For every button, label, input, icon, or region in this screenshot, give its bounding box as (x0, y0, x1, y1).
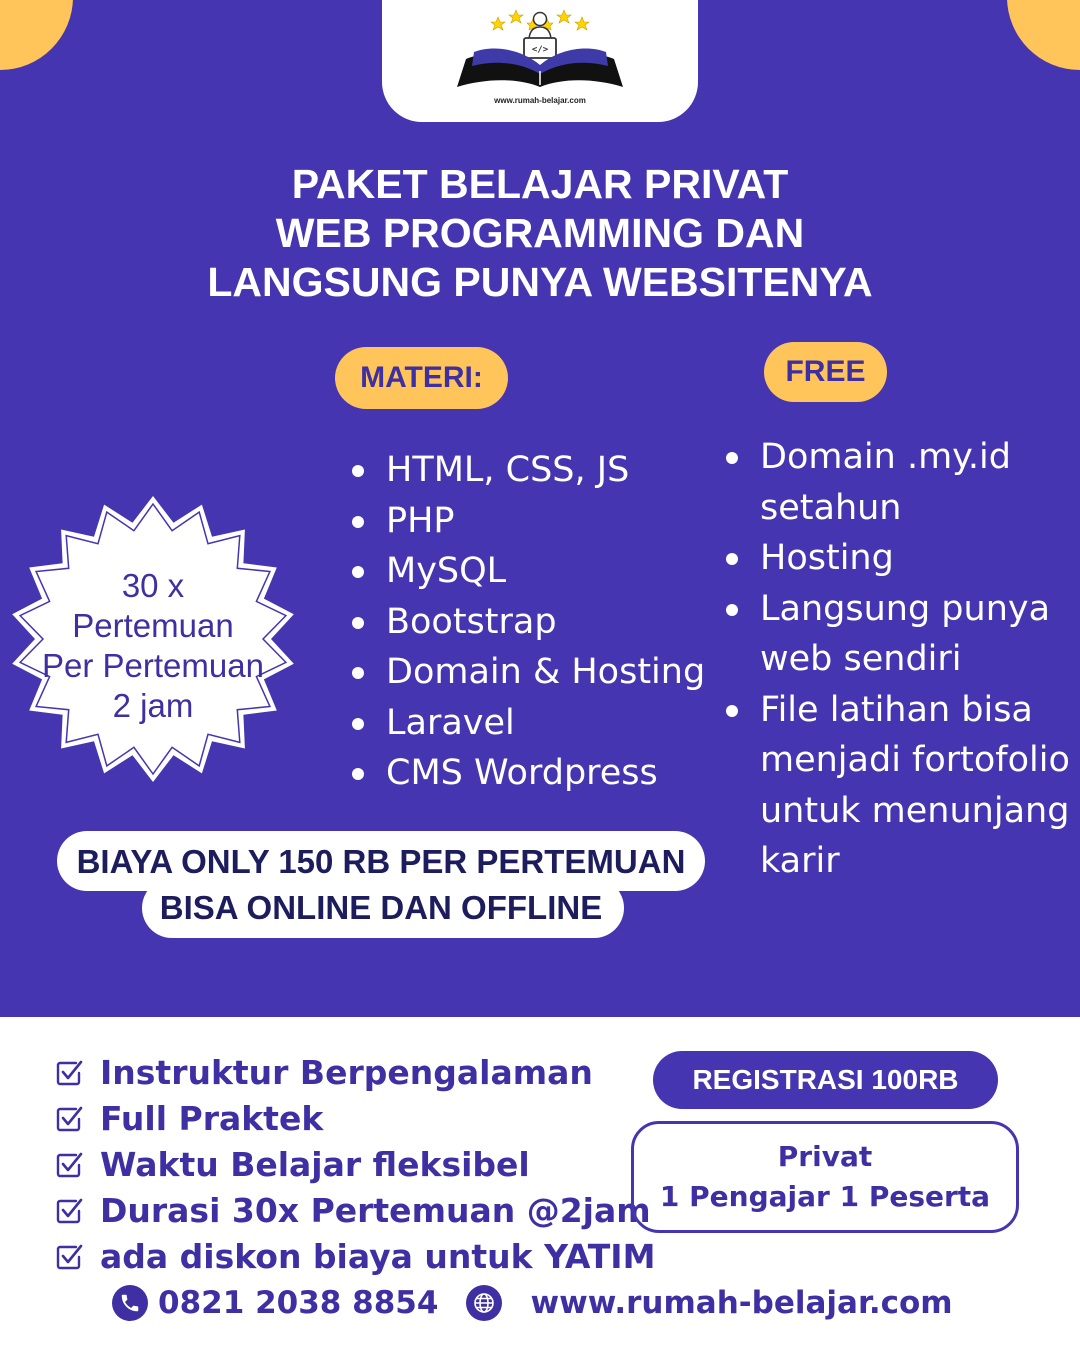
list-item (54, 1096, 655, 1142)
title-line: LANGSUNG PUNYA WEBSITENYA (207, 259, 873, 305)
checkbox-icon (54, 1196, 84, 1226)
price-line: BISA ONLINE DAN OFFLINE (159, 889, 603, 926)
free-label: FREE (764, 342, 887, 402)
checkbox-icon (54, 1242, 84, 1272)
checkbox-icon (54, 1058, 84, 1088)
feature-label: Full Praktek (100, 1099, 324, 1138)
registration-badge: REGISTRASI 100RB (653, 1051, 998, 1109)
list-item: File latihan bisa menjadi fortofolio untuk menunjang karir (726, 685, 1071, 887)
badge-line: Pertemuan (72, 607, 234, 644)
feature-label: Instruktur Berpengalaman (100, 1053, 593, 1092)
badge-line: 30 x (121, 567, 185, 604)
list-item: PHP (352, 496, 705, 547)
page-title (90, 160, 990, 307)
phone-icon (112, 1285, 148, 1321)
badge-line: Per Pertemuan (42, 647, 264, 684)
feature-label: Waktu Belajar fleksibel (100, 1145, 530, 1184)
price-text (57, 839, 705, 931)
list-item (54, 1234, 655, 1280)
globe-icon (466, 1285, 502, 1321)
list-item: Bootstrap (352, 597, 705, 648)
corner-decoration (0, 0, 73, 70)
logo (382, 0, 698, 122)
corner-decoration (1007, 0, 1080, 70)
badge-line: 2 jam (112, 687, 194, 724)
open-book-with-coder-icon (448, 5, 632, 95)
free-list (726, 432, 1071, 887)
list-item: Domain .my.id setahun (726, 432, 1071, 533)
feature-label: ada diskon biaya untuk YATIM (100, 1237, 656, 1276)
list-item (54, 1050, 655, 1096)
sessions-badge (8, 494, 298, 784)
materi-label: MATERI: (335, 347, 508, 409)
contact-bar (112, 1280, 953, 1326)
list-item: HTML, CSS, JS (352, 445, 705, 496)
checkbox-icon (54, 1150, 84, 1180)
checkbox-icon (54, 1104, 84, 1134)
badge-text (8, 566, 298, 726)
website-link[interactable]: www.rumah-belajar.com (530, 1285, 953, 1321)
svg-text:</>: </> (531, 45, 549, 55)
privat-detail: 1 Pengajar 1 Peserta (659, 1180, 991, 1213)
materi-list (352, 445, 705, 799)
privat-box (631, 1121, 1019, 1233)
list-item (54, 1188, 655, 1234)
list-item: Laravel (352, 698, 705, 749)
list-item: Domain & Hosting (352, 647, 705, 698)
title-line: WEB PROGRAMMING DAN (275, 210, 805, 256)
feature-label: Durasi 30x Pertemuan @2jam (100, 1191, 651, 1230)
privat-title: Privat (777, 1140, 873, 1173)
phone-number[interactable]: 0821 2038 8854 (158, 1285, 439, 1321)
price-line: BIAYA ONLY 150 RB PER PERTEMUAN (76, 843, 686, 880)
list-item: Hosting (726, 533, 1071, 584)
list-item (54, 1142, 655, 1188)
list-item: MySQL (352, 546, 705, 597)
logo-url: www.rumah-belajar.com (494, 96, 586, 105)
list-item: Langsung punya web sendiri (726, 584, 1071, 685)
list-item: CMS Wordpress (352, 748, 705, 799)
feature-list (54, 1050, 655, 1280)
title-line: PAKET BELAJAR PRIVAT (291, 161, 789, 207)
